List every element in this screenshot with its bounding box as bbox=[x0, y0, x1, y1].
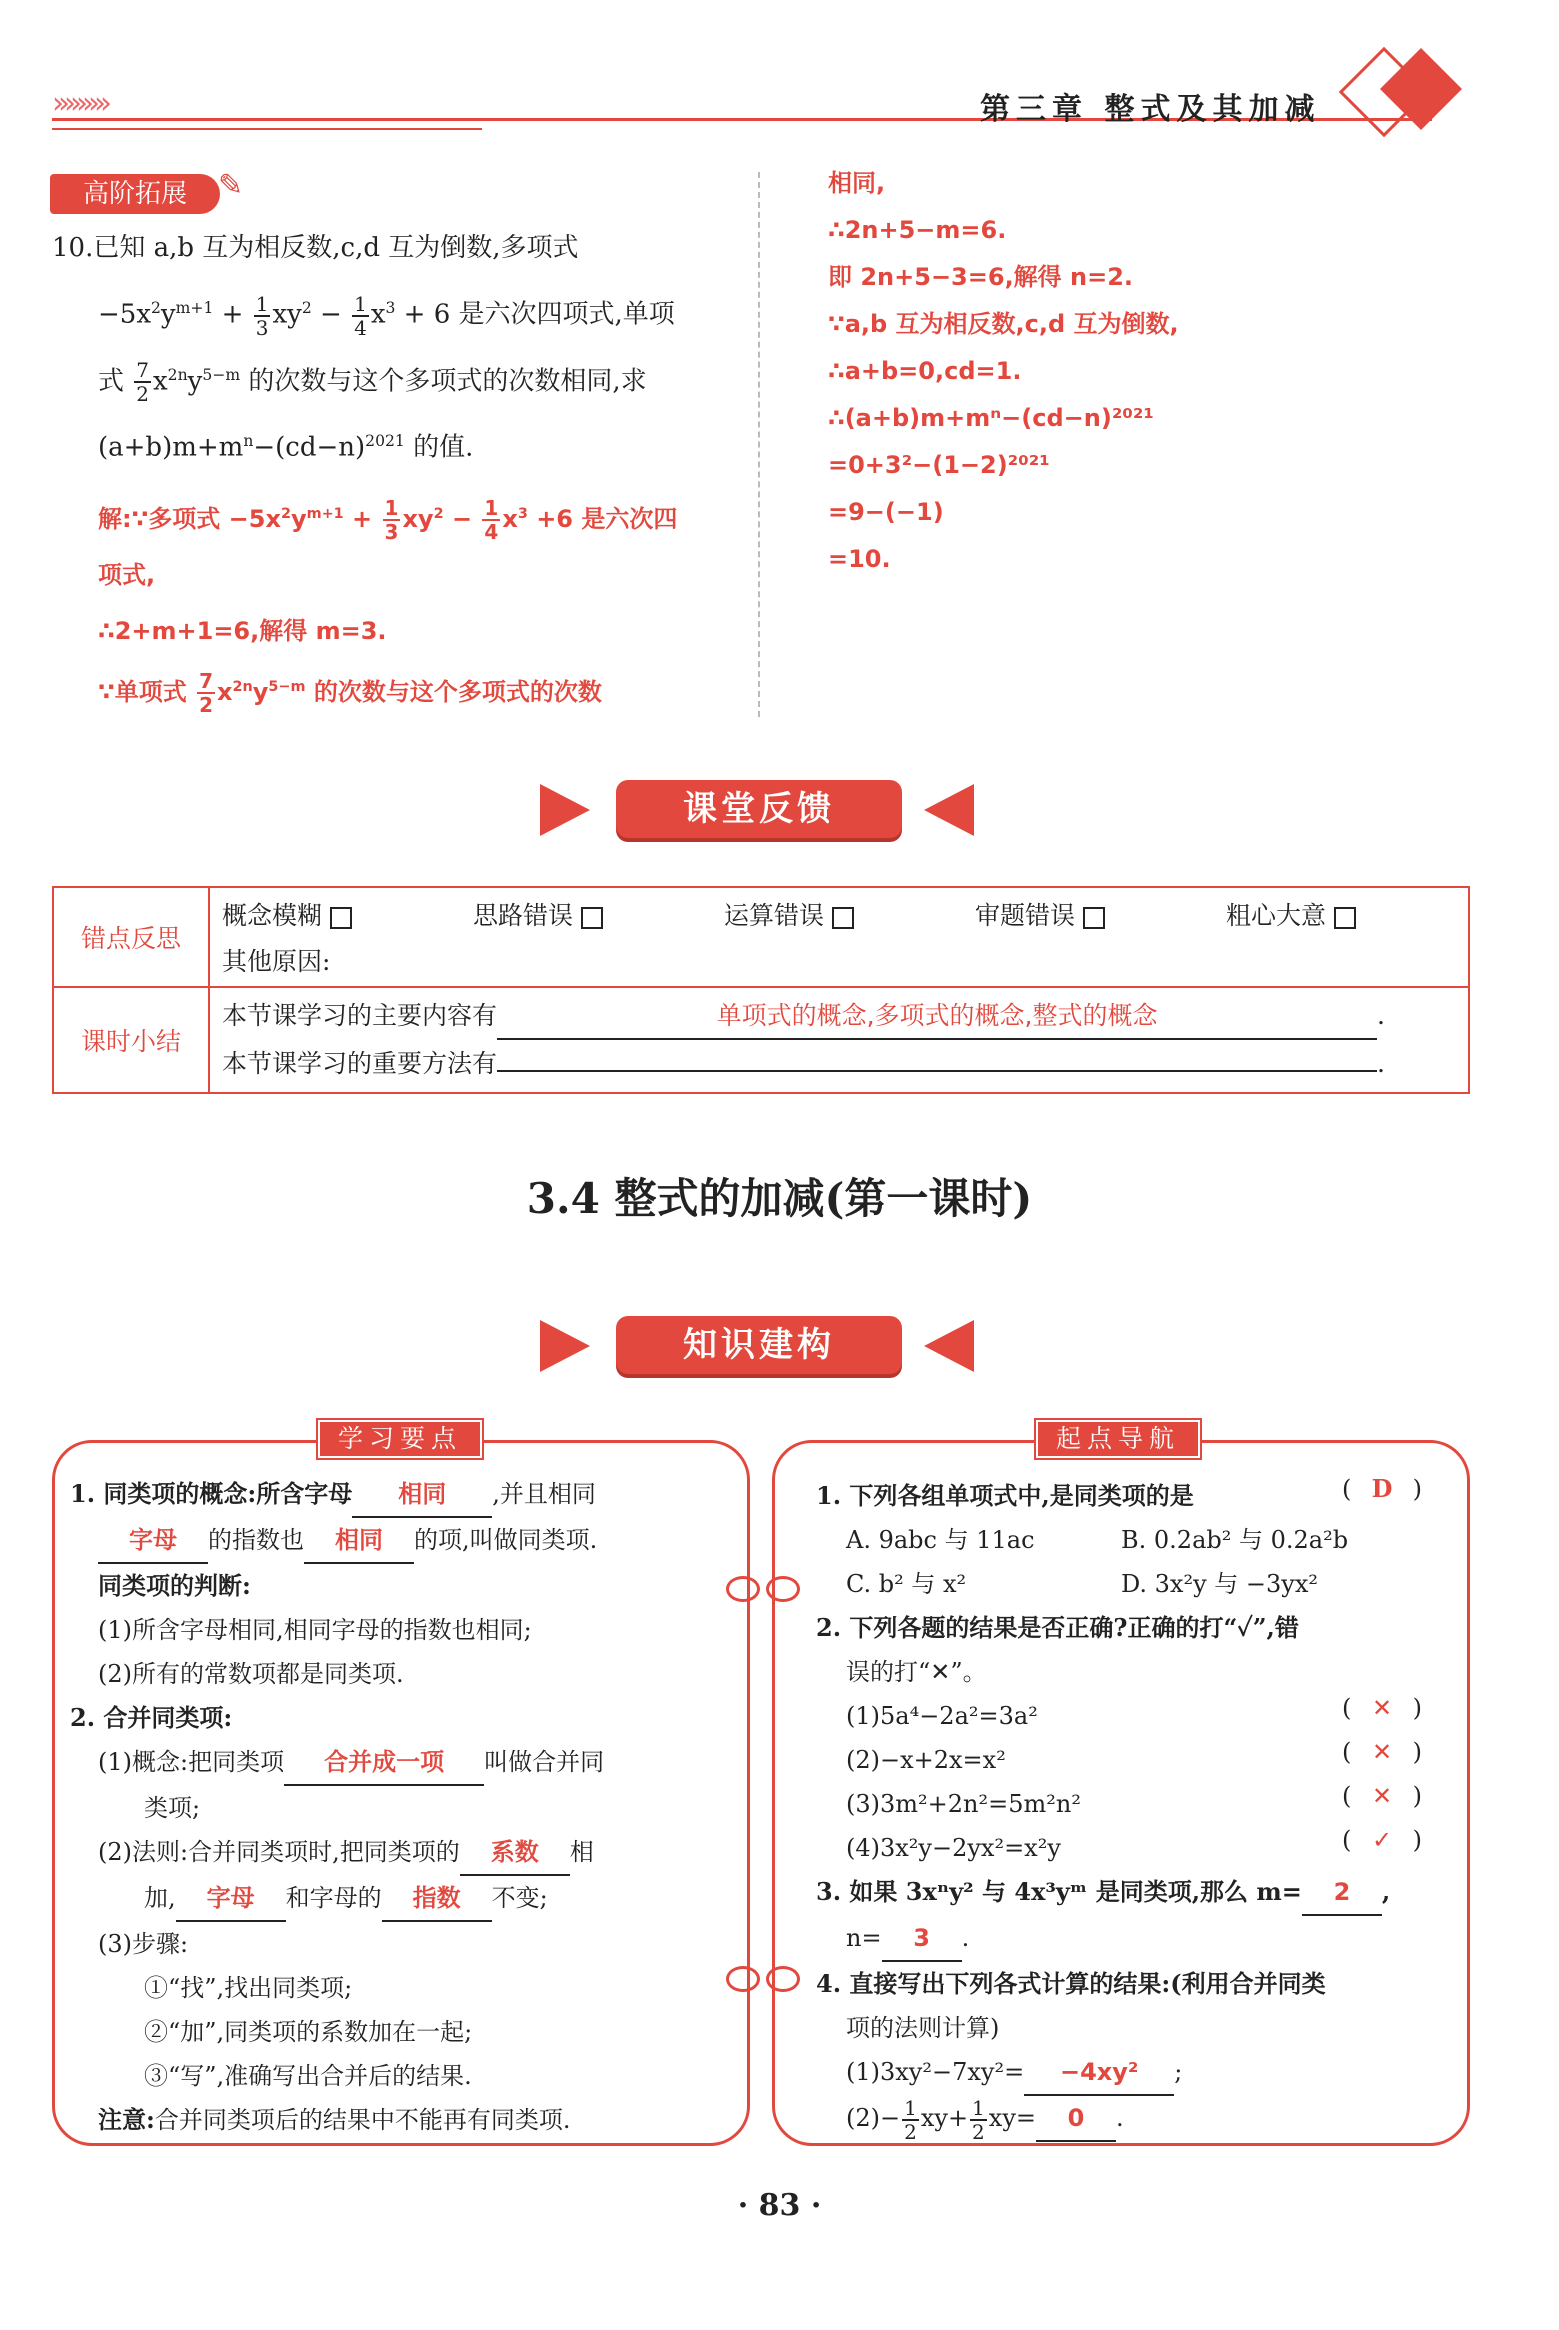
binder-ring-icon bbox=[726, 1966, 760, 1992]
starting-guide-tag: 起点导航 bbox=[1036, 1420, 1200, 1458]
header-chevrons: ››››››››› bbox=[52, 86, 106, 121]
sol-line2: 项式, bbox=[98, 561, 156, 589]
sol-right-4: ∵a,b 互为相反数,c,d 互为倒数, bbox=[828, 310, 1179, 338]
summary-lines: 本节课学习的主要内容有 单项式的概念,多项式的概念,整式的概念 . 本节课学习的重要方法有 . bbox=[209, 987, 1469, 1093]
checkbox-icon bbox=[1083, 907, 1105, 929]
feedback-row-label-errors: 错点反思 bbox=[53, 887, 209, 987]
answer-paren: ( ✕ ) bbox=[1342, 1694, 1422, 1722]
banner-arrow-left bbox=[540, 784, 590, 836]
q10-line3: 式 $\frac{7}{2}$ $x^{2n}y^{5-m}$ 的次数与这个多项式的次数相同,求 bbox=[98, 358, 647, 407]
fill-blank[interactable]: 合并成一项 bbox=[284, 1740, 484, 1786]
banner-arrow-right bbox=[924, 1320, 974, 1372]
checkbox-icon bbox=[581, 907, 603, 929]
other-reason: 其他原因: bbox=[222, 947, 331, 976]
option-thinking[interactable]: 思路错误 bbox=[473, 896, 603, 932]
chapter-title: 第三章 整式及其加减 bbox=[980, 92, 1321, 127]
column-divider bbox=[758, 172, 760, 717]
q10-solution-left bbox=[98, 486, 748, 720]
sol-line3: ∴2+m+1=6,解得 m=3. bbox=[98, 617, 387, 645]
fill-blank[interactable]: −4xy² bbox=[1024, 2050, 1174, 2096]
option-reading[interactable]: 审题错误 bbox=[975, 896, 1105, 932]
checkbox-icon bbox=[832, 907, 854, 929]
sol-right-9: =10. bbox=[828, 545, 891, 573]
knowledge-banner: 知识建构 bbox=[616, 1316, 902, 1374]
feedback-error-options bbox=[209, 887, 1469, 987]
sol-right-1: 相同, bbox=[828, 169, 886, 197]
feedback-table bbox=[52, 886, 1470, 1094]
option-careless[interactable]: 粗心大意 bbox=[1226, 896, 1356, 932]
sol-right-7: =0+3²−(1−2)²⁰²¹ bbox=[828, 451, 1050, 479]
section-title: 3.4 整式的加减(第一课时) bbox=[526, 1174, 1033, 1223]
sol-right-5: ∴a+b=0,cd=1. bbox=[828, 357, 1022, 385]
pencil-icon: ✎ bbox=[218, 168, 244, 203]
page-number: · 83 · bbox=[737, 2188, 822, 2223]
answer-paren-q1: ( D ) bbox=[1342, 1474, 1422, 1503]
feedback-row-label-summary: 课时小结 bbox=[53, 987, 209, 1093]
option-calculation[interactable]: 运算错误 bbox=[724, 896, 854, 932]
checkbox-icon bbox=[330, 907, 352, 929]
fill-blank[interactable]: 指数 bbox=[382, 1876, 492, 1922]
study-points-content: 1. 同类项的概念:所含字母 相同 ,并且相同 字母 的指数也 相同 的项,叫做同类项. 同类项的判断: (1)所含字母相同,相同字母的指数也相同; (2)所有的常数项都是同类项. 2. 合并同类项: (1)概念:把同类项 合并成一项 叫做合并同 类项; (2)法则:合并同类项时,把同类项的 系数 相 加, 字母 和字母的 指数 不变; (3)步骤: ①“找”,找出同类项; ②“加”,同类项的系数加在一起; ③“写”,准确写出合并后的结果. 注意:合并同类项后的结果中不能再有同类项. bbox=[70, 1472, 730, 2142]
fill-blank[interactable]: 字母 bbox=[176, 1876, 286, 1922]
q10-line1: 10.已知 a,b 互为相反数,c,d 互为倒数,多项式 bbox=[52, 233, 579, 263]
study-points-tag: 学习要点 bbox=[318, 1420, 482, 1458]
summary-answer-2[interactable] bbox=[497, 1040, 1377, 1072]
binder-ring-icon bbox=[726, 1576, 760, 1602]
fill-blank[interactable]: 系数 bbox=[460, 1830, 570, 1876]
q10-solution-right bbox=[828, 160, 1448, 583]
answer-paren: ( ✕ ) bbox=[1342, 1738, 1422, 1766]
header-rule-short bbox=[52, 128, 482, 130]
fill-blank-n[interactable]: 3 bbox=[882, 1916, 962, 1962]
banner-arrow-right bbox=[924, 784, 974, 836]
q10-line4: $(a+b)m+m^n-(cd-n)^{2021}$ 的值. bbox=[98, 432, 474, 463]
sol-right-8: =9−(−1) bbox=[828, 498, 944, 526]
sol-right-3: 即 2n+5−3=6,解得 n=2. bbox=[828, 263, 1134, 291]
sol-line1: 解:∵多项式 $-5x^2y^{m+1}$ + $\frac{1}{3}$ $xy^2$ − $\frac{1}{4}$ $x^3 +6$ 是六次四 bbox=[98, 496, 678, 544]
fill-blank[interactable]: 相同 bbox=[352, 1472, 492, 1518]
feedback-banner: 课堂反馈 bbox=[616, 780, 902, 838]
section-badge: 高阶拓展 bbox=[50, 174, 220, 214]
q10-line2: $-5x^2y^{m+1}$ + $\frac{1}{3}$ $xy^2$ − $\frac{1}{4}$ $x^3 + 6$ 是六次四项式,单项 bbox=[98, 291, 675, 340]
fill-blank[interactable]: 相同 bbox=[304, 1518, 414, 1564]
answer-paren: ( ✓ ) bbox=[1342, 1826, 1422, 1854]
answer-paren: ( ✕ ) bbox=[1342, 1782, 1422, 1810]
fill-blank[interactable]: 0 bbox=[1036, 2096, 1116, 2142]
starting-guide-content: 1. 下列各组单项式中,是同类项的是 A. 9abc 与 11ac B. 0.2ab² 与 0.2a²b C. b² 与 x² D. 3x²y 与 −3yx² 2. 下列各题的结果是否正确?正确的打“✓”,错 误的打“✕”。 (1)5a⁴−2a²=3a² (2)−x+2x=x² (3)3m²+2n²=5m²n² (4)3x²y−2yx²=x²y 3. 如果 3xⁿy² 与 4x³yᵐ 是同类项,那么 m= 2 , n= 3 . 4. 直接写出下列各式计算的结果:(利用合并同类 项的法则计算) (1)3xy²−7xy²= −4xy² ; (2)− $\frac{1}{2}$ xy+ $\frac{1}{2}$ xy= 0 . bbox=[816, 1481, 1391, 2144]
question-10 bbox=[52, 218, 752, 478]
fill-blank[interactable]: 字母 bbox=[98, 1518, 208, 1564]
option-concept[interactable]: 概念模糊 bbox=[222, 896, 352, 932]
banner-arrow-left bbox=[540, 1320, 590, 1372]
sol-line4: ∵单项式 $\frac{7}{2}$ $x^{2n}y^{5-m}$ 的次数与这个多项式的次数 bbox=[98, 669, 602, 717]
checkbox-icon bbox=[1334, 907, 1356, 929]
sol-right-6: ∴(a+b)m+mⁿ−(cd−n)²⁰²¹ bbox=[828, 404, 1154, 432]
sol-right-2: ∴2n+5−m=6. bbox=[828, 216, 1007, 244]
fill-blank-m[interactable]: 2 bbox=[1302, 1870, 1382, 1916]
summary-answer-1[interactable]: 单项式的概念,多项式的概念,整式的概念 bbox=[497, 994, 1377, 1040]
